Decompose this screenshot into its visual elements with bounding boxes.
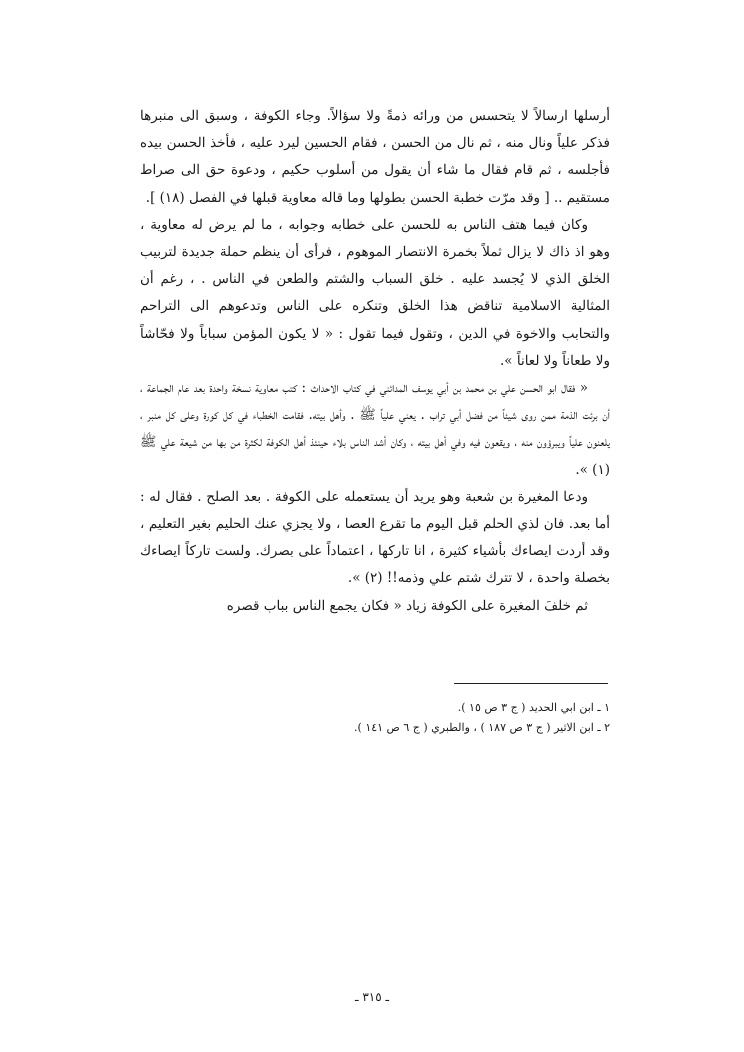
- paragraph-1: أرسلها ارسالاً لا يتحسس من ورائه ذمةً ولا سؤالاً. وجاء الكوفة ، وسبق الى منبرها فذكر علياً ونال منه ، ثم نال من الحسن ، فقام الحسين ليرد عليه ، فأخذ الحسن بيده فأجلسه ، ثم قام فقال ما شاء أن يقول من أسلوب حكيم ، ودعوة حق الى صراط مستقيم .. [ وقد مرّت خطبة الحسن بطولها وما قاله معاوية قبلها في الفصل (١٨) ].: [140, 108, 610, 206]
- footnote-2: ٢ ـ ابن الاثير ( ج ٣ ص ١٨٧ ) ، والطبري ( ج ٦ ص ١٤١ ).: [354, 720, 610, 734]
- main-text: [140, 103, 610, 620]
- footnote-divider: [454, 683, 608, 684]
- page-number: ـ ٣١٥ ـ: [354, 990, 390, 1004]
- paragraph-4: ودعا المغيرة بن شعبة وهو يريد أن يستعمله على الكوفة . بعد الصلح . فقال له : أما بعد. فان لذي الحلم قبل اليوم ما تقرع العصا ، ولا يجزي عنك الحليم بغير التعليم ، وقد أردت ايصاءك بأشياء كثيرة ، انا تاركها ، اعتماداً على بصرك. ولست تاركاً ايصاءك بخصلة واحدة ، لا تترك شتم علي وذمه!! (٢) ».: [140, 488, 610, 587]
- paragraph-5: ثم خلفَ المغيرة على الكوفة زياد « فكان يجمع الناس بباب قصره: [226, 597, 588, 614]
- paragraph-2: وكان فيما هتف الناس به للحسن على خطابه وجوابه ، ما لم يرض له معاوية ، وهو اذ ذاك لا يزال ثملاً بخمرة الانتصار الموهوم ، فرأى أن ينظم حملة جديدة لتربيب الخلق الذي لا يُجسد عليه . خلق السباب والشتم والطعن في الناس . ، رغم أن المثالية الاسلامية تناقض هذا الخلق وتنكره على الناس وتدعوهم الى التراحم والتحابب والاخوة في الدين ، وتقول فيما تقول : « لا يكون المؤمن سباباً ولا فحّاشاً ولا طعاناً ولا لعاناً ».: [140, 216, 610, 369]
- paragraph-3: « فقال ابو الحسن علي بن محمد بن أبي يوسف المدائني في كتاب الاحداث : كتب معاوية نسخة واحدة بعد عام الجماعة ، أن برئت الذمة ممن روى شيئاً من فضل أبي تراب . يعني علياً ﷺ . وأهل بيته. فقامت الخطباء في كل كورة وعلى كل منبر ، يلعنون علياً ويبرؤون منه ، ويقعون فيه وفي أهل بيته ، وكان أشد الناس بلاء حينئذ أهل الكوفة لكثرة من بها من شيعة علي ﷺ (١) ».: [140, 380, 610, 478]
- footnotes: [140, 698, 610, 737]
- footnote-1: ١ ـ ابن ابي الحديد ( ج ٣ ص ١٥ ).: [457, 701, 610, 714]
